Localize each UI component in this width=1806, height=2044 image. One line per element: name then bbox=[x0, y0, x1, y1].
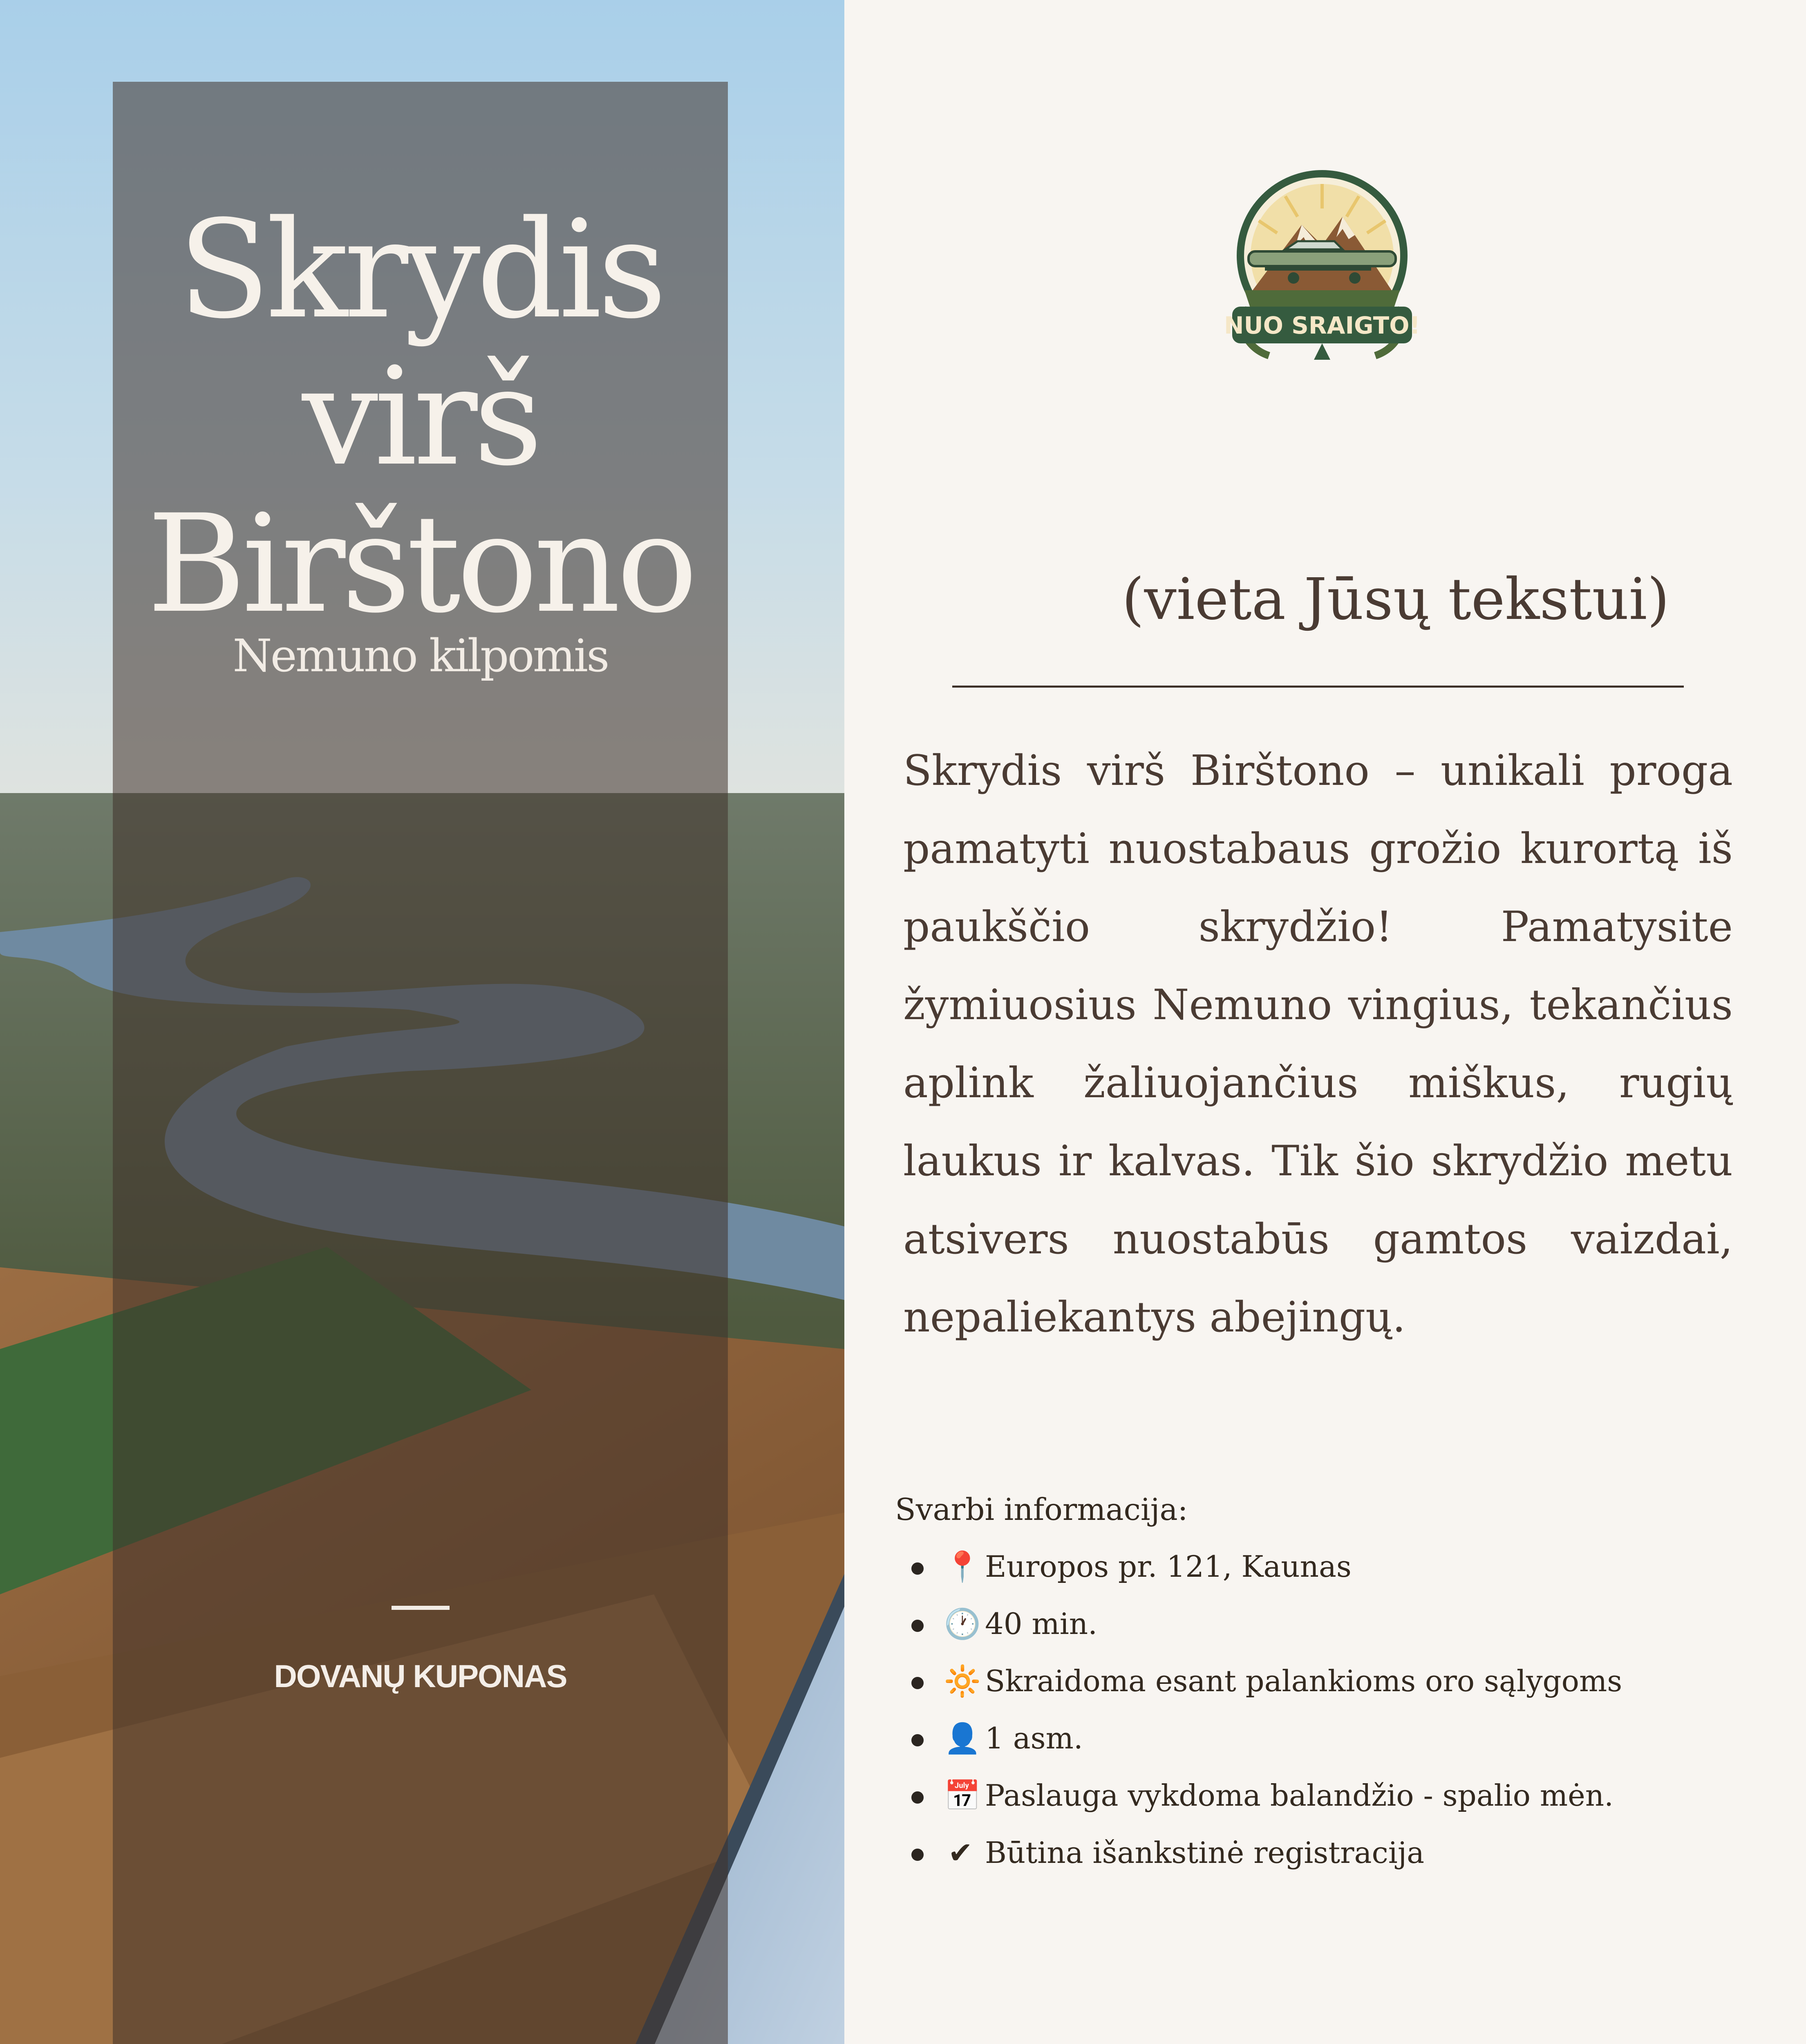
info-item-weather bbox=[895, 1664, 1774, 1721]
heading-rule bbox=[952, 686, 1684, 688]
info-item-season bbox=[895, 1778, 1774, 1836]
location-pin-icon: 📍 bbox=[944, 1549, 981, 1584]
info-list bbox=[895, 1549, 1774, 1893]
info-item-duration bbox=[895, 1607, 1774, 1664]
sun-icon: 🔆 bbox=[944, 1664, 981, 1698]
coupon-label: DOVANŲ KUPONAS bbox=[274, 1658, 567, 1694]
check-icon: ✔ bbox=[948, 1836, 973, 1870]
bullet bbox=[911, 1791, 924, 1804]
bullet bbox=[911, 1849, 924, 1861]
cover-subtitle: Nemuno kilpomis bbox=[233, 630, 608, 682]
cover-title-line3: Birštono bbox=[147, 486, 694, 643]
person-icon: 👤 bbox=[944, 1721, 981, 1755]
info-item-registration bbox=[895, 1836, 1774, 1893]
cover-title-line1: Skrydis bbox=[178, 191, 663, 348]
description-paragraph: Skrydis virš Birštono – unikali proga pamatyti nuostabaus grožio kurortą iš paukščio skrydžio! Pamatysite žymiuosius Nemuno vingius, tekančius aplink žaliuojančius miškus, rugių laukus ir kalvas. Tik šio skrydžio metu atsivers nuostabūs gamtos vaizdai, nepaliekantys abejingų. bbox=[903, 746, 1733, 1342]
info-item-text: Skraidoma esant palankioms oro sąlygoms bbox=[985, 1664, 1622, 1698]
info-item-text: Paslauga vykdoma balandžio - spalio mėn. bbox=[985, 1778, 1614, 1813]
info-item-text: Būtina išankstinė registracija bbox=[985, 1836, 1425, 1870]
text-placeholder-heading: (vieta Jūsų tekstui) bbox=[1122, 566, 1669, 633]
info-item-location bbox=[895, 1549, 1774, 1607]
bullet bbox=[911, 1562, 924, 1575]
logo-airplane-mountain-icon bbox=[1220, 168, 1424, 372]
bullet bbox=[911, 1734, 924, 1746]
info-item-text: 40 min. bbox=[985, 1607, 1098, 1641]
info-item-text: Europos pr. 121, Kaunas bbox=[985, 1549, 1352, 1584]
info-item-text: 1 asm. bbox=[985, 1721, 1083, 1755]
logo-text: NUO SRAIGTO! bbox=[1224, 312, 1420, 339]
info-title: Svarbi informacija: bbox=[895, 1492, 1188, 1527]
calendar-icon: 📅 bbox=[944, 1778, 981, 1813]
bullet bbox=[911, 1677, 924, 1689]
cover-divider bbox=[392, 1606, 450, 1610]
info-item-persons bbox=[895, 1721, 1774, 1778]
bullet bbox=[911, 1620, 924, 1632]
clock-icon: 🕐 bbox=[944, 1607, 981, 1641]
cover-title-line2: virš bbox=[302, 338, 539, 495]
